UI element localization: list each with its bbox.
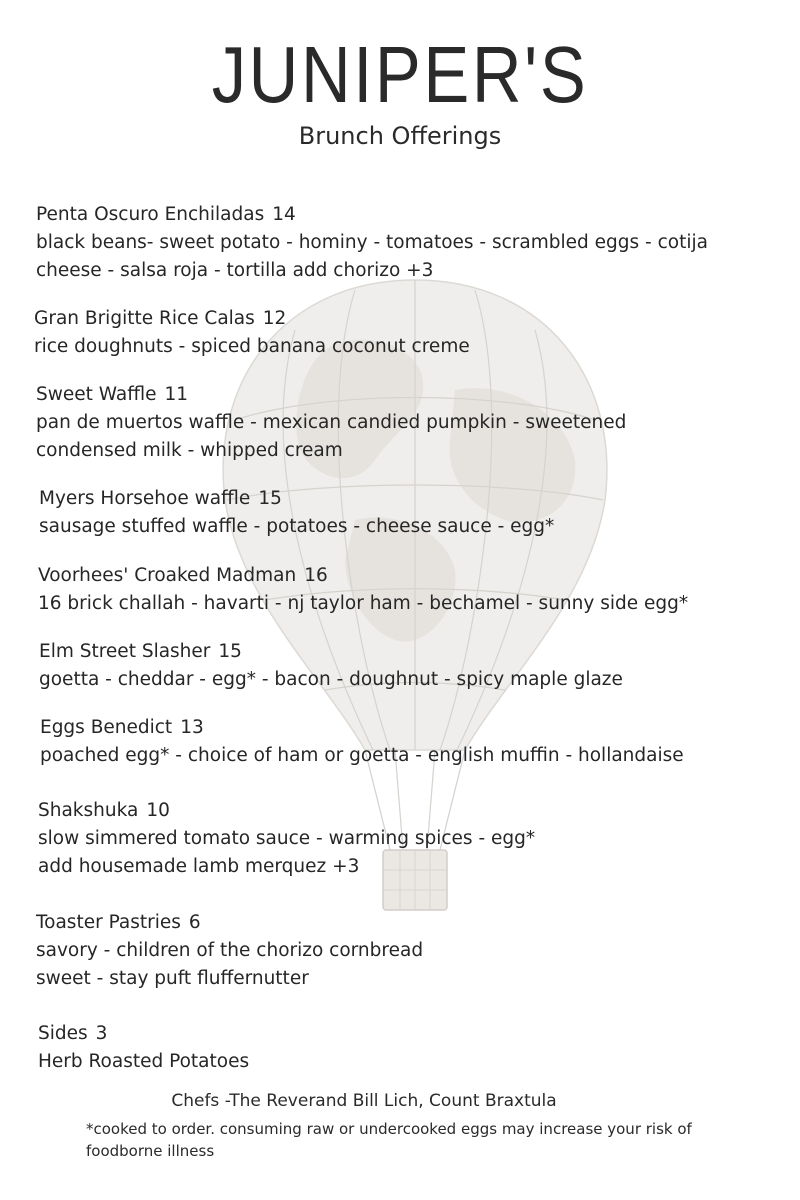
menu-item (36, 909, 423, 993)
item-description: slow simmered tomato sauce - warming spices - egg* add housemade lamb merquez +3 (38, 828, 536, 877)
item-name: Gran Brigitte Rice Calas (34, 308, 255, 329)
item-price: 15 (218, 641, 242, 662)
item-name: Eggs Benedict (40, 717, 173, 738)
item-description: goetta - cheddar - egg* - bacon - doughnut - spicy maple glaze (39, 669, 623, 690)
food-safety-note: *cooked to order. consuming raw or undercooked eggs may increase your risk of foodborne illness (86, 1120, 692, 1160)
item-name: Elm Street Slasher (39, 641, 211, 662)
menu-item (38, 1020, 249, 1076)
item-price: 16 (304, 565, 328, 586)
item-price: 12 (262, 308, 287, 329)
item-description: pan de muertos waffle - mexican candied pumpkin - sweetened condensed milk - whipped cream (36, 412, 627, 461)
menu-item (40, 714, 684, 770)
menu-item (34, 305, 470, 361)
menu-subtitle: Brunch Offerings (298, 122, 502, 150)
restaurant-logo: JUNIPER'S (211, 30, 589, 119)
item-description: rice doughnuts - spiced banana coconut creme (34, 336, 470, 357)
item-name: Shakshuka (38, 800, 139, 821)
item-name: Toaster Pastries (36, 912, 181, 933)
item-price: 10 (146, 800, 170, 821)
item-price: 3 (95, 1023, 108, 1044)
item-price: 6 (188, 912, 201, 933)
chefs-credit: Chefs -The Reverand Bill Lich, Count Braxtula (171, 1091, 557, 1111)
menu-item (36, 201, 708, 285)
item-price: 13 (180, 717, 204, 738)
item-description: sausage stuffed waffle - potatoes - cheese sauce - egg* (39, 516, 555, 537)
item-description: Herb Roasted Potatoes (38, 1051, 250, 1072)
menu-item (36, 381, 626, 465)
item-name: Penta Oscuro Enchiladas (36, 204, 265, 225)
item-name: Sweet Waffle (36, 384, 157, 405)
item-price: 11 (164, 384, 189, 405)
menu-item (38, 797, 535, 881)
item-description: poached egg* - choice of ham or goetta - english muffin - hollandaise (40, 745, 684, 766)
menu-item (39, 485, 554, 541)
item-price: 15 (258, 488, 282, 509)
item-description: savory - children of the chorizo cornbread sweet - stay puft fluffernutter (36, 940, 424, 989)
item-name: Sides (38, 1023, 88, 1044)
menu-item (39, 638, 623, 694)
item-name: Myers Horsehoe waffle (39, 488, 251, 509)
item-description: black beans- sweet potato - hominy - tomatoes - scrambled eggs - cotija cheese - salsa roja - tortilla add chorizo +3 (36, 232, 708, 281)
item-name: Voorhees' Croaked Madman (38, 565, 297, 586)
menu-item (38, 562, 688, 618)
item-price: 14 (272, 204, 296, 225)
item-description: 16 brick challah - havarti - nj taylor ham - bechamel - sunny side egg* (38, 593, 689, 614)
